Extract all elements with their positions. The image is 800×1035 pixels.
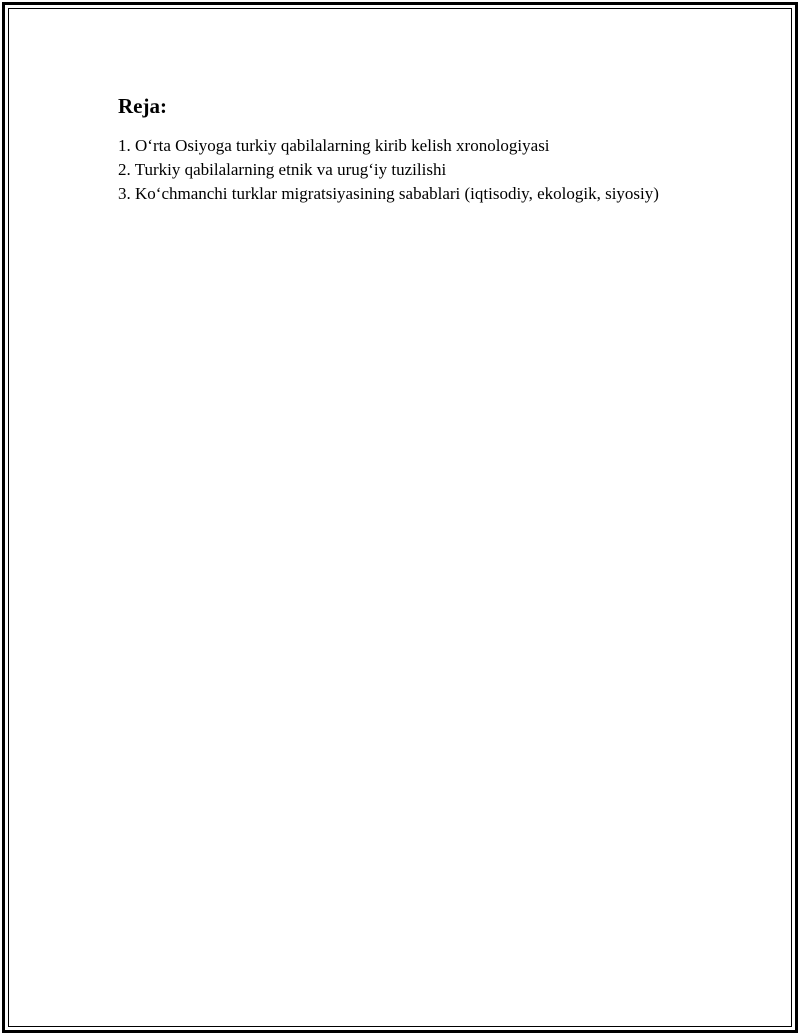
plan-item-3: 3. Ko‘chmanchi turklar migratsiyasining sabablari (iqtisodiy, ekologik, siyosiy): [118, 184, 659, 203]
plan-list: [118, 134, 678, 206]
plan-heading: Reja:: [118, 94, 167, 118]
plan-item-2: 2. Turkiy qabilalarning etnik va urug‘iy tuzilishi: [118, 160, 447, 179]
page-content: [118, 92, 678, 206]
plan-item-1: 1. O‘rta Osiyoga turkiy qabilalarning kirib kelish xronologiyasi: [118, 136, 550, 155]
